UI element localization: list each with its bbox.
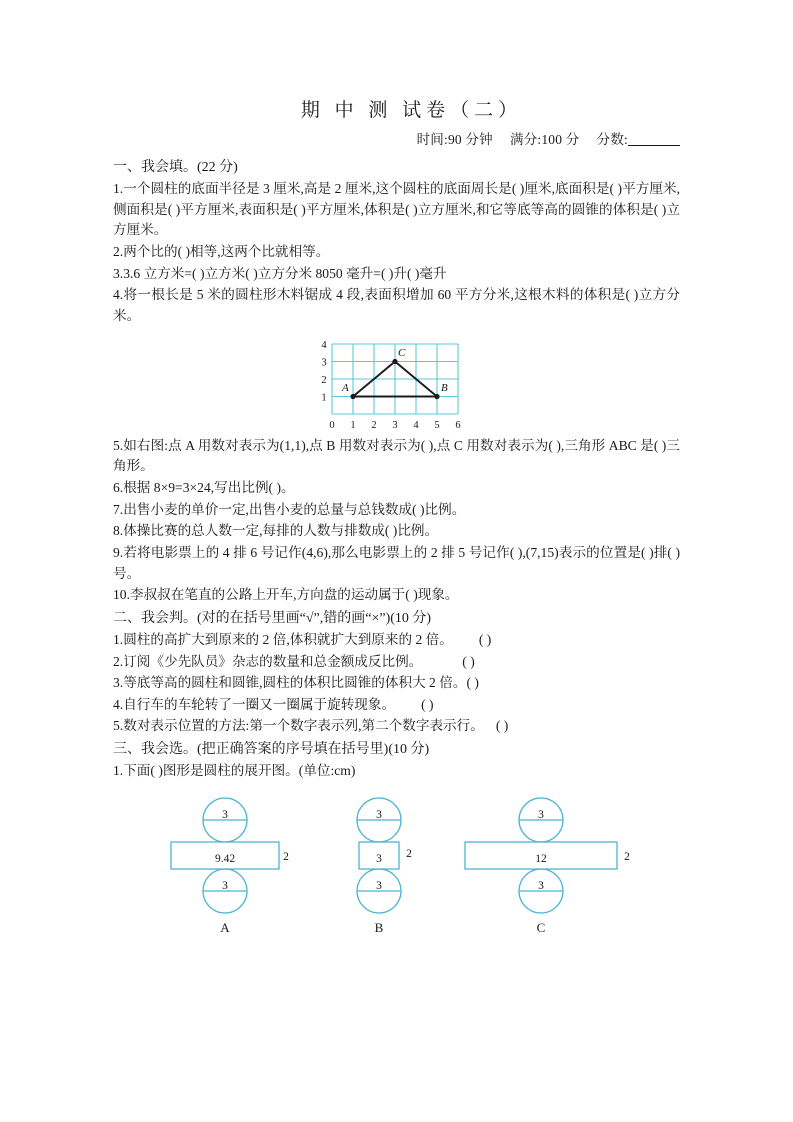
answer-parens[interactable]: ( ) [466,675,479,691]
point-c-marker [392,358,397,363]
q-text: 出售小麦的单价一定,出售小麦的总量与总钱数成( )比例。 [123,501,466,517]
net-a-top-label: 3 [221,808,228,821]
cylinder-nets-figure [113,790,680,938]
q-text: 等底等高的圆柱和圆锥,圆柱的体积比圆锥的体积大 2 倍。 [123,675,467,691]
section-3-heading: 三、我会选。(把正确答案的序号填在括号里)(10 分) [113,742,430,758]
x-tick-0: 0 [329,419,335,431]
q-number: 1. [113,763,124,779]
x-tick-6: 6 [455,419,461,431]
q-number: 10. [113,587,130,603]
coordinate-grid-svg [304,332,489,432]
q-text: 将一根长是 5 米的圆柱形木料锯成 4 段,表面积增加 60 平方分米,这根木料的体积是( )立方分米。 [113,287,680,323]
point-a-marker [350,393,355,398]
point-b-label: B [441,381,448,394]
net-b-letter: B [374,919,383,935]
question-1-3 [113,264,680,285]
q-number: 9. [113,544,124,560]
q-number: 3. [113,265,124,281]
q-text: 李叔叔在笔直的公路上开车,方向盘的运动属于( )现象。 [130,587,459,603]
net-b-bottom-label: 3 [375,879,382,892]
score-blank-line[interactable] [628,145,680,146]
net-a-letter: A [219,919,230,935]
exam-meta-line [113,128,680,148]
section-2-heading: 二、我会判。(对的在括号里画“√”,错的画“×”)(10 分) [113,610,432,626]
q-number: 2. [113,243,124,259]
net-a-bottom-label: 3 [221,879,228,892]
q-number: 3. [113,675,124,691]
q-number: 4. [113,287,124,303]
q-number: 7. [113,501,124,517]
net-c-top-label: 3 [537,808,544,821]
question-3-1 [113,761,680,782]
exam-time-label: 时间:90 分钟 [416,132,493,147]
q-number: 6. [113,479,124,495]
question-2-5 [113,716,680,737]
page-content [113,95,680,938]
question-2-2 [113,652,680,673]
question-1-5 [113,436,680,477]
page-title: 期 中 测 试卷（二） [300,100,523,121]
x-tick-4: 4 [413,419,419,431]
q-text: 根据 8×9=3×24,写出比例( )。 [123,479,295,495]
net-c-side-label: 2 [623,850,630,863]
net-a-rect-label: 9.42 [214,852,235,865]
q-number: 2. [113,653,124,669]
q-text: 两个比的( )相等,这两个比就相等。 [123,243,330,259]
q-text: 如右图:点 A 用数对表示为(1,1),点 B 用数对表示为( ),点 C 用数对表示为( ),三角形 ABC 是( )三角形。 [113,437,680,474]
x-tick-3: 3 [392,419,398,431]
question-1-9 [113,543,680,584]
q-number: 1. [113,631,124,647]
question-1-2 [113,242,680,263]
net-c-bottom-label: 3 [537,879,544,892]
q-number: 1. [113,181,124,196]
q-number: 5. [113,718,124,734]
q-text: 3.6 立方米=( )立方米( )立方分米 8050 毫升=( )升( )毫升 [123,265,447,281]
exam-full-marks-label: 满分:100 分 [510,132,580,147]
question-1-1 [113,179,680,241]
y-tick-4: 4 [321,339,327,351]
net-a-side-label: 2 [282,850,289,863]
grid-lines [332,344,458,414]
q-text: 订阅《少先队员》杂志的数量和总金额成反比例。 [123,653,423,669]
y-tick-1: 1 [321,392,327,404]
question-1-4 [113,285,680,326]
answer-parens[interactable]: ( ) [495,718,509,734]
question-2-1 [113,630,680,651]
answer-parens[interactable]: ( ) [462,653,475,669]
cylinder-nets-svg [157,790,637,938]
q-number: 4. [113,696,124,712]
y-tick-3: 3 [321,357,327,369]
q-text: 若将电影票上的 4 排 6 号记作(4,6),那么电影票上的 2 排 5 号记作( ),(7,15)表示的位置是( )排( )号。 [113,544,680,581]
point-b-marker [434,393,439,398]
x-tick-1: 1 [350,419,356,431]
q-text: 数对表示位置的方法:第一个数字表示列,第二个数字表示行。 [123,718,484,734]
question-2-4 [113,695,680,716]
exam-score-label: 分数: [596,132,628,147]
question-1-7 [113,500,680,521]
q-text: 自行车的车轮转了一圈又一圈属于旋转现象。 [123,696,396,712]
question-1-10 [113,585,680,606]
x-tick-5: 5 [434,419,440,431]
q-number: 5. [113,437,124,453]
q-text: 下面( )图形是圆柱的展开图。(单位:cm) [123,763,356,779]
point-a-label: A [342,381,349,394]
q-text: 一个圆柱的底面半径是 3 厘米,高是 2 厘米,这个圆柱的底面周长是( )厘米,底面积是( )平方厘米,侧面积是( )平方厘米,表面积是( )平方厘米,体积是( )立方厘米,和它等底等高的圆锥的体积是( )立方厘米。 [113,181,680,238]
coordinate-grid-figure [113,332,680,432]
section-1-heading: 一、我会填。(22 分) [113,160,238,175]
q-text: 圆柱的高扩大到原来的 2 倍,体积就扩大到原来的 2 倍。 [123,631,453,647]
q-text: 体操比赛的总人数一定,每排的人数与排数成( )比例。 [123,523,439,539]
x-tick-2: 2 [371,419,377,431]
net-c-rect-label: 12 [534,852,547,865]
net-b-side-label: 2 [405,847,412,860]
question-2-3 [113,673,680,694]
question-1-6 [113,478,680,499]
y-tick-2: 2 [321,374,327,386]
q-number: 8. [113,523,124,539]
net-c-letter: C [536,919,545,935]
net-b-top-label: 3 [375,808,382,821]
point-c-label: C [398,346,406,359]
answer-parens[interactable]: ( ) [478,631,492,647]
question-1-8 [113,521,680,542]
answer-parens[interactable]: ( ) [421,696,434,712]
net-b-rect-label: 3 [375,852,382,865]
